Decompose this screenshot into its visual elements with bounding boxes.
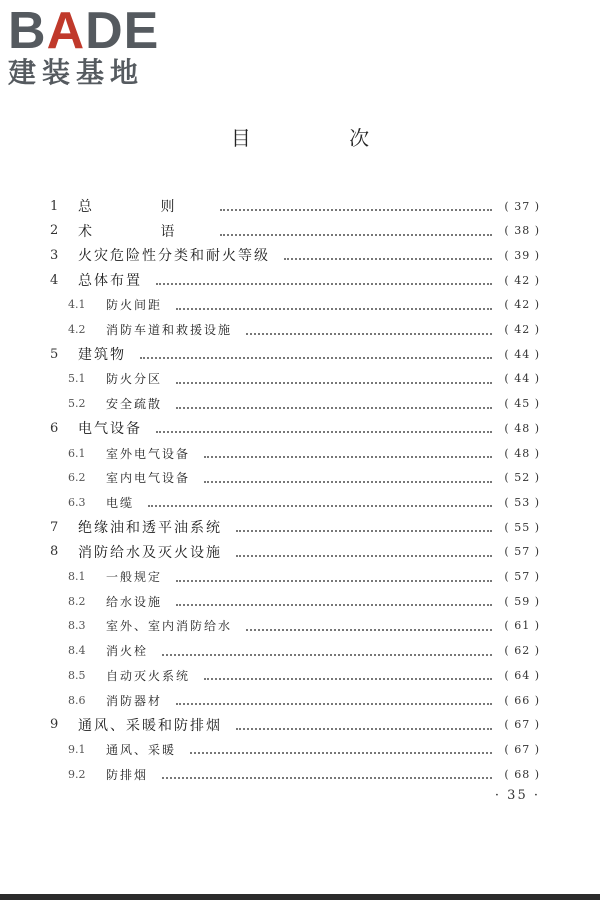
- brand-logo-letters: DE: [85, 2, 160, 60]
- toc-entry-number: 7: [50, 519, 59, 535]
- toc-entry: [0, 220, 600, 242]
- toc-entry-title: 室内电气设备: [106, 471, 191, 486]
- toc-entry-title: 消防车道和救援设施: [106, 323, 233, 337]
- toc-leader-dots: [176, 578, 492, 582]
- toc-entry: [0, 541, 600, 563]
- toc-entry-number: 8.4: [68, 644, 86, 658]
- page-title: 目 次: [230, 126, 416, 150]
- toc-entry-number: 6.2: [68, 471, 86, 485]
- toc-entry-title: 通风、采暖: [106, 742, 177, 757]
- toc-entry: [0, 590, 600, 612]
- toc-entry-page: ( 62 ): [504, 644, 540, 658]
- toc-leader-dots: [140, 355, 492, 359]
- toc-entry-title: 通风、采暖和防排烟: [78, 717, 222, 734]
- toc-entry-page: ( 37 ): [504, 199, 540, 213]
- toc-entry: [0, 195, 600, 217]
- toc-entry-title: 术 语: [78, 223, 207, 240]
- toc-entry-number: 1: [50, 198, 59, 214]
- toc-entry-title: 安全疏散: [106, 397, 163, 412]
- toc-entry-title: 电缆: [106, 495, 135, 510]
- toc-entry-page: ( 42 ): [504, 323, 540, 336]
- toc-entry-number: 6.1: [68, 446, 86, 460]
- toc-entry: [0, 491, 600, 513]
- toc-entry-number: 5.2: [68, 397, 86, 411]
- toc-entry-number: 4.1: [68, 298, 86, 312]
- toc-entry-number: 2: [50, 223, 59, 239]
- toc-entry-title: 建筑物: [78, 347, 126, 364]
- toc-entry-number: 8.5: [68, 668, 86, 682]
- toc-entry: [0, 615, 600, 637]
- toc-entry-page: ( 66 ): [504, 693, 540, 707]
- toc-entry: [0, 763, 600, 785]
- toc-entry-page: ( 38 ): [504, 224, 540, 238]
- toc-entry-title: 室外电气设备: [106, 446, 191, 461]
- toc-entry-page: ( 48 ): [504, 446, 540, 460]
- toc-entry-number: 8.6: [68, 693, 86, 707]
- toc-entry-page: ( 42 ): [504, 298, 540, 312]
- toc-entry: [0, 368, 600, 390]
- toc-entry-title: 总 则: [78, 199, 207, 215]
- toc-entry-title: 火灾危险性分类和耐火等级: [78, 248, 270, 265]
- toc-entry-title: 消防给水及灭火设施: [78, 544, 222, 561]
- page-number: · 35 ·: [494, 788, 540, 803]
- toc-entry-page: ( 59 ): [504, 594, 540, 608]
- toc-entry: [0, 442, 600, 464]
- toc-entry-page: ( 39 ): [504, 248, 540, 262]
- toc-entry: [0, 689, 600, 711]
- toc-entry-number: 8.2: [68, 594, 86, 608]
- brand-logo-latin: [8, 4, 159, 58]
- toc-entry-page: ( 61 ): [504, 619, 540, 633]
- toc-entry-page: ( 44 ): [504, 347, 540, 361]
- brand-logo-letter: B: [8, 2, 47, 60]
- toc-leader-dots: [236, 528, 492, 532]
- toc-leader-dots: [156, 429, 492, 433]
- toc-entry-title: 防排烟: [106, 767, 149, 782]
- toc-entry: [0, 393, 600, 415]
- toc-leader-dots: [176, 380, 492, 384]
- toc-entry-page: ( 55 ): [504, 520, 540, 534]
- toc-entry: [0, 664, 600, 686]
- toc-entry: [0, 269, 600, 291]
- toc-entry-number: 8.1: [68, 570, 86, 583]
- toc-leader-dots: [190, 750, 492, 754]
- toc-leader-dots: [148, 503, 492, 507]
- toc-entry-title: 给水设施: [106, 594, 163, 609]
- toc-entry-number: 6.3: [68, 495, 86, 509]
- toc-entry-title: 自动灭火系统: [106, 668, 191, 683]
- toc-entry-title: 总体布置: [78, 273, 142, 290]
- brand-logo: [8, 4, 159, 88]
- toc-leader-dots: [176, 701, 492, 705]
- toc-entry: [0, 467, 600, 489]
- toc-leader-dots: [220, 207, 492, 211]
- toc-leader-dots: [176, 405, 492, 409]
- toc-entry: [0, 714, 600, 736]
- toc-leader-dots: [246, 627, 492, 631]
- toc-entry-title: 防火间距: [106, 298, 163, 313]
- toc-entry: [0, 417, 600, 439]
- toc-entry: [0, 294, 600, 316]
- toc-leader-dots: [236, 553, 492, 557]
- toc-entry-title: 室外、室内消防给水: [106, 619, 233, 634]
- toc-entry-number: 9.2: [68, 767, 86, 781]
- toc-entry: [0, 640, 600, 662]
- toc-leader-dots: [246, 331, 492, 335]
- toc-leader-dots: [284, 256, 492, 260]
- toc-entry-page: ( 52 ): [504, 471, 540, 485]
- toc-leader-dots: [204, 454, 492, 458]
- toc-entry: [0, 343, 600, 365]
- toc-leader-dots: [162, 775, 492, 779]
- toc-entry-number: 6: [50, 420, 59, 436]
- toc-leader-dots: [204, 676, 492, 680]
- toc-entry-page: ( 64 ): [504, 668, 540, 682]
- toc-entry-page: ( 67 ): [504, 718, 540, 732]
- toc-entry: [0, 319, 600, 341]
- toc-entry-number: 4.2: [68, 323, 86, 336]
- toc-leader-dots: [176, 306, 492, 310]
- toc-entry-title: 消防器材: [106, 693, 163, 708]
- toc-entry: [0, 516, 600, 538]
- brand-logo-cjk: 建装基地: [8, 56, 145, 89]
- scan-bottom-edge: [0, 894, 600, 900]
- toc-entry-page: ( 57 ): [504, 570, 540, 583]
- toc-entry-title: 防火分区: [106, 372, 163, 387]
- brand-logo-accent-letter: A: [46, 2, 86, 60]
- toc-entry-page: ( 67 ): [504, 742, 540, 756]
- toc-entry-page: ( 53 ): [504, 495, 540, 509]
- toc-leader-dots: [204, 479, 492, 483]
- toc-entry-number: 8: [50, 544, 59, 560]
- toc-leader-dots: [162, 652, 492, 656]
- toc-entry-number: 5: [50, 346, 59, 362]
- toc-entry-number: 8.3: [68, 619, 86, 633]
- toc-entry: [0, 244, 600, 266]
- toc-entry-number: 9.1: [68, 742, 86, 756]
- toc-entry-title: 一般规定: [106, 570, 163, 584]
- toc-entry: [0, 738, 600, 760]
- toc-entry-number: 9: [50, 717, 59, 733]
- toc-leader-dots: [236, 726, 492, 730]
- toc-entry-title: 消火栓: [106, 644, 149, 659]
- toc-entry-page: ( 68 ): [504, 767, 540, 781]
- toc-entry-page: ( 57 ): [504, 545, 540, 559]
- toc-entry-page: ( 48 ): [504, 421, 540, 435]
- toc-leader-dots: [220, 232, 492, 236]
- toc-leader-dots: [176, 602, 492, 606]
- toc-entry-number: 4: [50, 272, 59, 288]
- toc-leader-dots: [156, 281, 492, 285]
- toc-entry-number: 5.1: [68, 372, 86, 386]
- toc-entry-title: 电气设备: [78, 421, 142, 438]
- toc-entry-title: 绝缘油和透平油系统: [78, 520, 222, 537]
- toc-entry-page: ( 45 ): [504, 397, 540, 411]
- toc-entry-number: 3: [50, 247, 59, 263]
- toc-entry-page: ( 44 ): [504, 372, 540, 386]
- toc-entry-page: ( 42 ): [504, 273, 540, 287]
- toc-entry: [0, 566, 600, 588]
